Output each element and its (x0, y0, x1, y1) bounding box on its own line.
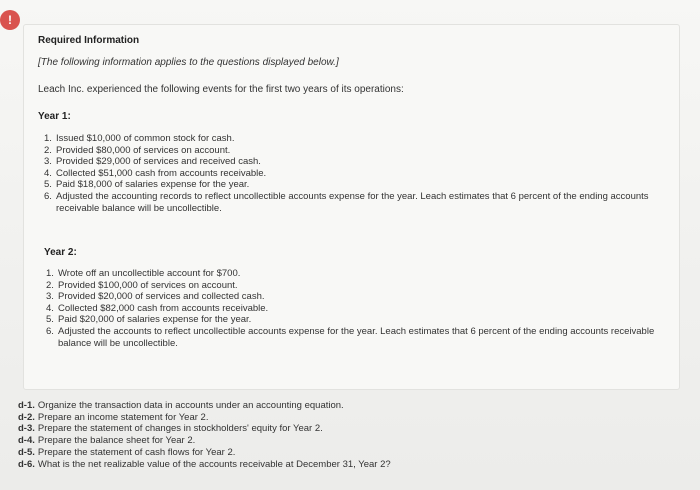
event-text: Collected $82,000 cash from accounts receivable. (58, 302, 269, 314)
event-text: Collected $51,000 cash from accounts receivable. (56, 167, 267, 179)
card-title: Required Information (38, 35, 140, 46)
card-note: [The following information applies to the questions displayed below.] (38, 57, 339, 68)
year1-event-list (44, 133, 664, 214)
event-number: 5. (46, 314, 54, 326)
event-number: 4. (44, 167, 52, 179)
event-number: 6. (44, 190, 52, 202)
list-item (18, 400, 391, 412)
requirement-tag: d-1. (18, 400, 35, 411)
event-number: 2. (44, 144, 52, 156)
event-number: 1. (46, 268, 54, 279)
requirement-text: Prepare the balance sheet for Year 2. (37, 435, 196, 447)
requirement-tag: d-3. (18, 423, 35, 435)
event-number: 4. (46, 302, 54, 314)
event-text: Provided $100,000 of services on account. (58, 279, 238, 291)
year1-heading: Year 1: (38, 111, 71, 122)
list-item (46, 303, 658, 315)
list-item (44, 168, 664, 180)
list-item (46, 280, 658, 292)
list-item (18, 423, 391, 435)
list-item (44, 179, 664, 191)
list-item (44, 133, 664, 145)
event-number: 2. (46, 279, 54, 291)
list-item (46, 291, 658, 303)
info-card (23, 24, 680, 390)
year2-heading: Year 2: (44, 247, 77, 258)
alert-icon: ! (0, 10, 20, 30)
list-item (18, 412, 391, 424)
list-item (46, 314, 658, 326)
event-text: Provided $20,000 of services and collected cash. (58, 291, 265, 303)
list-item (44, 191, 664, 214)
event-text: Adjusted the accounts to reflect uncollectible accounts expense for the year. Leach estimates that 6 percent of the ending accounts receivable balance will be uncollectible. (58, 325, 655, 349)
list-item (46, 326, 658, 349)
list-item (18, 435, 391, 447)
requirement-text: Prepare the statement of cash flows for Year 2. (37, 446, 236, 458)
requirement-text: Organize the transaction data in accounts under an accounting equation. (37, 400, 344, 411)
event-text: Paid $18,000 of salaries expense for the year. (56, 179, 250, 191)
requirement-text: What is the net realizable value of the accounts receivable at December 31, Year 2? (37, 458, 391, 470)
event-number: 1. (44, 133, 52, 144)
requirement-text: Prepare an income statement for Year 2. (37, 411, 209, 423)
requirement-tag: d-2. (18, 411, 35, 423)
event-number: 3. (46, 291, 54, 303)
list-item (46, 268, 658, 280)
event-text: Paid $20,000 of salaries expense for the year. (58, 314, 252, 326)
list-item (18, 447, 391, 459)
event-text: Provided $80,000 of services on account. (56, 144, 231, 156)
list-item (44, 156, 664, 168)
requirement-tag: d-5. (18, 446, 35, 458)
year2-event-list (46, 268, 658, 349)
list-item (44, 145, 664, 157)
requirement-tag: d-4. (18, 435, 35, 447)
list-item (18, 459, 391, 471)
event-number: 5. (44, 179, 52, 191)
event-text: Issued $10,000 of common stock for cash. (56, 133, 235, 144)
event-text: Adjusted the accounting records to reflect uncollectible accounts expense for the year. Leach estimates that 6 percent of the ending accounts receivable balance will be uncollectible. (56, 190, 649, 214)
event-text: Provided $29,000 of services and received cash. (56, 156, 261, 168)
requirement-tag: d-6. (18, 458, 35, 470)
card-intro: Leach Inc. experienced the following events for the first two years of its operations: (38, 84, 404, 95)
requirement-text: Prepare the statement of changes in stockholders' equity for Year 2. (37, 423, 323, 435)
event-number: 3. (44, 156, 52, 168)
requirements-list (18, 400, 391, 470)
event-text: Wrote off an uncollectible account for $700. (58, 268, 241, 279)
event-number: 6. (46, 325, 54, 337)
